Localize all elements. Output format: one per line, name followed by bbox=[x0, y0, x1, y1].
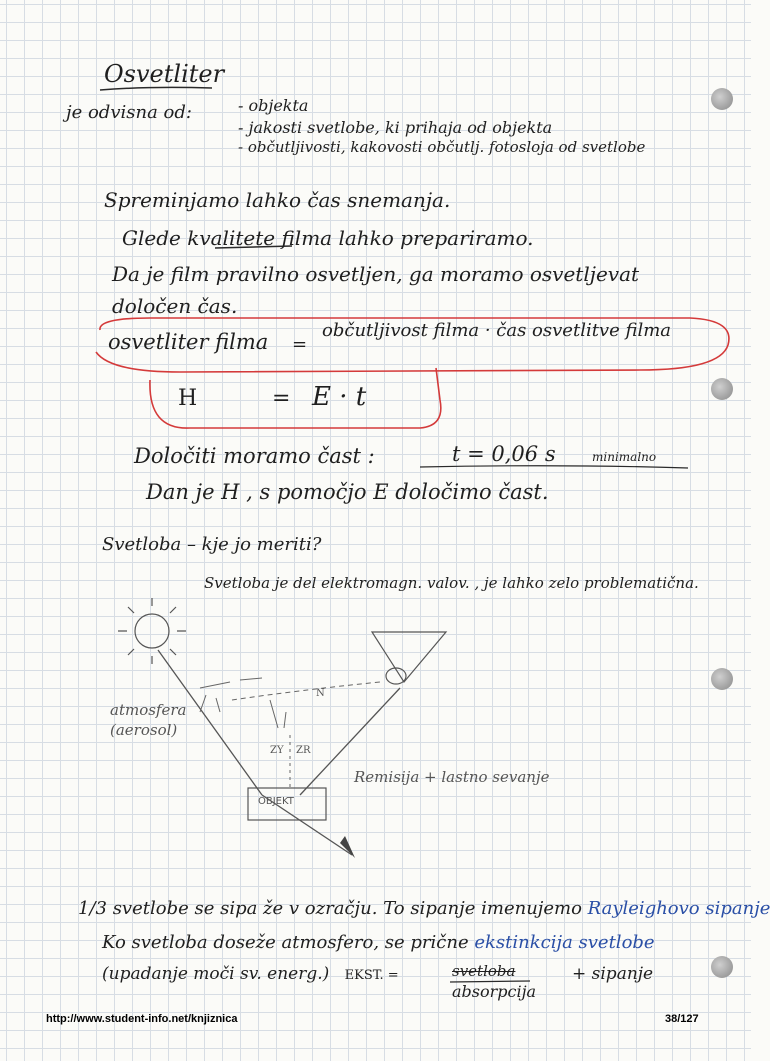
bottom-line-1-text: 1/3 svetlobe se sipa že v ozračju. To sipanje imenujemo bbox=[78, 898, 582, 919]
atmosphere-label: atmosfera (aerosol) bbox=[110, 701, 187, 739]
absorption-word: absorpcija bbox=[452, 982, 537, 1001]
paragraph-2-post: lahko prepariramo. bbox=[338, 226, 534, 250]
ekst-label: EKST. = bbox=[344, 968, 399, 983]
n-label: N bbox=[316, 688, 325, 699]
depends-item: - objekta bbox=[238, 96, 309, 115]
formula-equals: = bbox=[292, 334, 308, 355]
formula-h-equals: = bbox=[272, 386, 291, 411]
paragraph-1: Spreminjamo lahko čas snemanja. bbox=[104, 188, 451, 212]
zr-label: ZR bbox=[296, 745, 311, 756]
zy-label: ZY bbox=[270, 745, 284, 756]
depends-item: - občutljivosti, kakovosti občutlj. fotosloja od svetlobe bbox=[238, 138, 646, 156]
page-number: 38/127 bbox=[665, 1013, 699, 1025]
extinction-term: ekstinkcija svetlobe bbox=[474, 932, 655, 953]
page-heading: Osvetliter bbox=[104, 60, 225, 88]
remisija-label: Remisija + lastno sevanje bbox=[354, 768, 550, 786]
light-description: Svetloba je del elektromagn. valov. , je lahko zelo problematična. bbox=[204, 574, 699, 592]
formula-right: občutljivost filma · čas osvetlitve filma bbox=[322, 320, 672, 341]
depends-item: - jakosti svetlobe, ki prihaja od objekta bbox=[238, 118, 553, 137]
depends-label: je odvisna od: bbox=[66, 102, 192, 123]
paragraph-2-pre: Glede kvalitete bbox=[122, 226, 276, 250]
footer-url[interactable]: http://www.student-info.net/knjiznica bbox=[46, 1013, 238, 1025]
paragraph-3a: Da je film pravilno osvetljen, ga moramo osvetljevat bbox=[112, 262, 640, 286]
t-value: t = 0,06 s bbox=[452, 442, 556, 466]
object-label: OBJEKT bbox=[258, 796, 294, 807]
formula-h-rhs: E · t bbox=[312, 382, 367, 412]
bottom-line-3-text: (upadanje moči sv. energ.) bbox=[102, 964, 330, 984]
given-line: Dan je H , s pomočjo E določimo čast. bbox=[146, 480, 549, 504]
determine-line: Določiti moramo čast : bbox=[134, 444, 375, 468]
light-question: Svetloba – kje jo meriti? bbox=[102, 534, 322, 555]
t-note: minimalno bbox=[592, 450, 657, 464]
struck-word: svetloba bbox=[452, 962, 516, 980]
formula-h: H bbox=[178, 386, 198, 411]
paragraph-3b: določen čas. bbox=[112, 294, 238, 318]
rayleigh-term: Rayleighovo sipanje bbox=[587, 898, 770, 919]
formula-left: osvetliter filma bbox=[108, 330, 269, 354]
bottom-line-2-text: Ko svetloba doseže atmosfero, se prične bbox=[102, 932, 469, 953]
scatter-word: + sipanje bbox=[572, 964, 654, 984]
film-word: filma bbox=[281, 226, 333, 250]
